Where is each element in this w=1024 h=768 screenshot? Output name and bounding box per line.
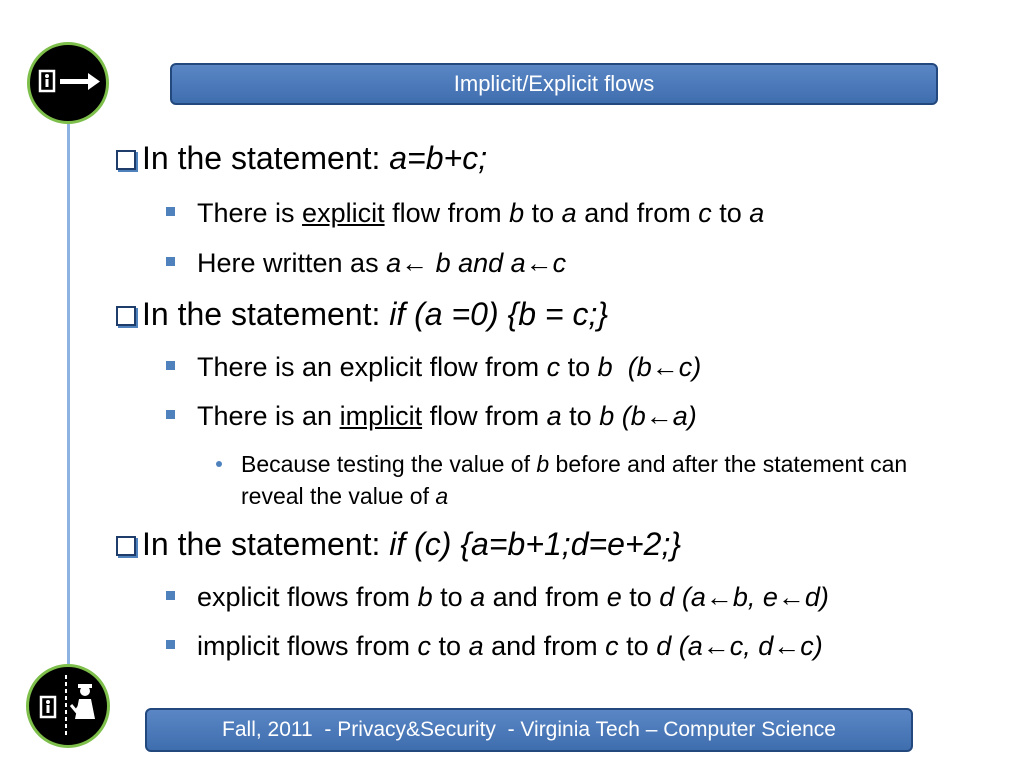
slide-title: Implicit/Explicit flows	[170, 63, 938, 105]
checkbox-bullet-icon	[116, 536, 136, 556]
slide-footer: Fall, 2011 - Privacy&Security - Virginia Tech – Computer Science	[145, 708, 913, 752]
checkbox-bullet-icon	[116, 150, 136, 170]
square-bullet-icon	[166, 257, 175, 266]
square-bullet-icon	[166, 207, 175, 216]
square-bullet-icon	[166, 361, 175, 370]
bullet-item: There is an explicit flow from c to b (b←c)	[166, 352, 701, 383]
dot-bullet-icon	[216, 461, 222, 467]
statement-item: In the statement: if (c) {a=b+1;d=e+2;}	[116, 526, 681, 563]
bullet-item: There is an implicit flow from a to b (b←a)	[166, 401, 697, 432]
square-bullet-icon	[166, 640, 175, 649]
square-bullet-icon	[166, 410, 175, 419]
bullet-item: Here written as a← b and a←c	[166, 248, 566, 279]
bullet-item: implicit flows from c to a and from c to d (a←c, d←c)	[166, 631, 823, 662]
square-bullet-icon	[166, 591, 175, 600]
vertical-line	[67, 120, 70, 670]
statement-item: In the statement: if (a =0) {b = c;}	[116, 296, 608, 333]
checkbox-bullet-icon	[116, 306, 136, 326]
sub-bullet-item: Because testing the value of b before and after the statement can reveal the value of a	[216, 448, 936, 512]
bullet-item: explicit flows from b to a and from e to d (a←b, e←d)	[166, 582, 829, 613]
statement-item: In the statement: a=b+c;	[116, 140, 487, 177]
bullet-item: There is explicit flow from b to a and from c to a	[166, 198, 764, 229]
document-arrow-icon	[27, 42, 109, 124]
document-guard-icon	[26, 664, 110, 748]
